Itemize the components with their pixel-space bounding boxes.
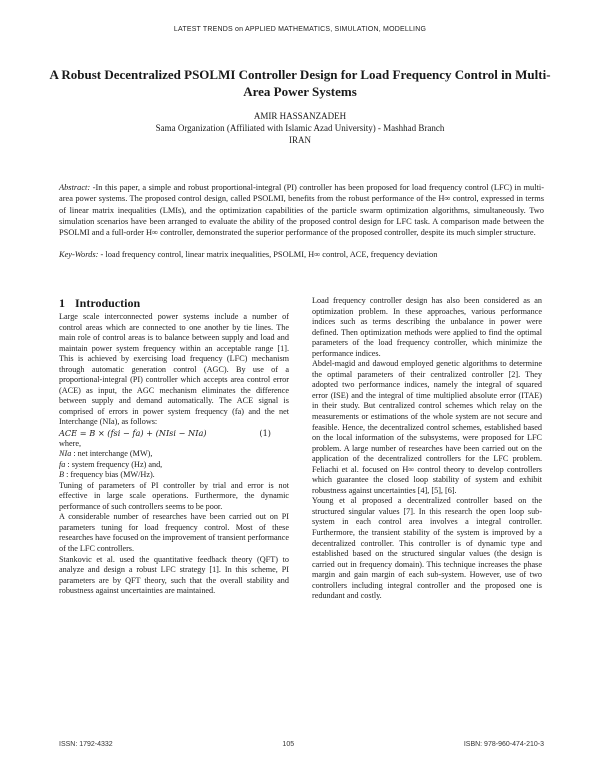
footer-isbn: ISBN: 978-960-474-210-3 bbox=[463, 741, 544, 748]
abstract bbox=[59, 182, 544, 238]
intro-paragraph-3: A considerable number of researches have been carried out on PI parameters tuning for load frequency control. Most of these researches have focused on the improvement of transient performance of the LFC controllers. bbox=[59, 512, 289, 554]
equation-body: ACE = B × (fsi − fa) + (NIsi − NIa) bbox=[59, 428, 207, 439]
definition-system-frequency: fa : system frequency (Hz) and, bbox=[59, 459, 163, 469]
intro-paragraph-1: Large scale interconnected power systems include a number of control areas which are connected to one another by tie lines. The main role of control areas is to balance between supply and load and maintain power system frequency within an acceptable range [1]. This is achieved by exercising load frequency (LFC) mechanism through automatic generation control (AGC). By use of a proportional-integral (PI) controller which accepts area control error (ACE) as input, the AGC mechanism eliminates the difference between supply and demand automatically. The ACE signal is comprised of errors in power system frequency (fa) and the net Interchange (NIa), as follows: bbox=[59, 312, 289, 427]
right-column bbox=[312, 296, 542, 602]
definition-frequency-bias: B : frequency bias (MW/Hz). bbox=[59, 470, 155, 480]
author-name: AMIR HASSANZADEH bbox=[253, 111, 347, 121]
intro-paragraph-6: Abdel-magid and dawoud employed genetic algorithms to determine the optimal parameters of their centralized controller [2]. They adopted two performance indices, namely the integral of squared error (ISE) and the integral of time multiplied absolute error (ITAE) in their study. But centralized control schemes which relay on the measurements or estimations of the whole system are not secure and feasible. Hence, the decentralized control schemes, established based on the local information of the subsystems, were proposed for LFC problem. A large number of researches have been carried out on the application of the decentralized controllers for the LFC problem. Feliachi et al. focused on H∞ control theory to develop controllers which guarantee the closed loop stability of system and exhibit robustness against uncertainties [4], [5], [6]. bbox=[312, 359, 542, 495]
author-affiliation: Sama Organization (Affiliated with Islamic Azad University) - Mashhad Branch bbox=[155, 123, 445, 133]
author-country: IRAN bbox=[289, 135, 311, 145]
intro-paragraph-4: Stankovic et al. used the quantitative feedback theory (QFT) to analyze and design a robust LFC strategy [1]. In this scheme, PI parameters are by QFT theory, such that the overall stability and robustness against uncertainties are maintained. bbox=[59, 554, 289, 596]
keywords-label: Key-Words: bbox=[59, 250, 99, 259]
abstract-label: Abstract: bbox=[59, 183, 91, 192]
footer-issn: ISSN: 1792-4332 bbox=[59, 741, 113, 748]
footer-page-number: 105 bbox=[282, 741, 295, 748]
keywords bbox=[59, 249, 544, 260]
section-heading bbox=[59, 296, 289, 310]
keywords-text: - load frequency control, linear matrix inequalities, PSOLMI, H∞ control, ACE, frequency deviation bbox=[98, 250, 438, 259]
page-footer bbox=[59, 741, 544, 748]
running-head: LATEST TRENDS on APPLIED MATHEMATICS, SIMULATION, MODELLING bbox=[173, 26, 427, 33]
author-block bbox=[40, 110, 560, 146]
intro-paragraph-5: Load frequency controller design has also been considered as an optimization problem. In these approaches, various performance indices such as terms describing the unbalance in power were defined. Then optimization methods were applied to find the optimal parameters of the load frequency controller, which minimize the performance indices. bbox=[312, 296, 542, 358]
equation-number: (1) bbox=[259, 428, 271, 439]
equation-1 bbox=[59, 428, 289, 439]
intro-paragraph-7: Young et al proposed a decentralized controller based on the structured singular values [7]. In this research the open loop sub-system in each control area involves a integral controller. Furthermore, the transient stability of the system is improved by a decentralized controller. This controller is of dynamic type and established based on the structured singular values (the design is carried out in frequency domain). This technique increases the phase margin and gain margin of each sub-system. However, use of two controllers including integral controller and the proposed one is redundant and costly. bbox=[312, 496, 542, 601]
left-column bbox=[59, 296, 289, 597]
where-label: where, bbox=[59, 438, 82, 448]
section-title: Introduction bbox=[75, 296, 141, 310]
paper-title: A Robust Decentralized PSOLMI Controller Design for Load Frequency Control in Multi-Area Power Systems bbox=[49, 67, 551, 99]
abstract-text: -In this paper, a simple and robust proportional-integral (PI) controller has been proposed for load frequency control (LFC) in multi-area power systems. The proposed control design, called PSOLMI, benefits from the robust performance of the H∞ control, expressed in terms of linear matrix inequalities (LMIs), and the optimization capabilities of the particle swarm optimization algorithms, simultaneously. Two simulation scenarios have been arranged to evaluate the ability of the proposed control design for LFC task. A comparison made between the PSOLMI and a full-order H∞ controller, demonstrated the superior performance of the proposed controller, despite its much simpler structure. bbox=[59, 183, 544, 238]
intro-paragraph-2: Tuning of parameters of PI controller by trial and error is not effective in large scale operations. Furthermore, the dynamic performance of such controllers seems to be poor. bbox=[59, 480, 289, 511]
definition-net-interchange: NIa : net interchange (MW), bbox=[59, 449, 153, 459]
section-number: 1 bbox=[59, 296, 65, 310]
